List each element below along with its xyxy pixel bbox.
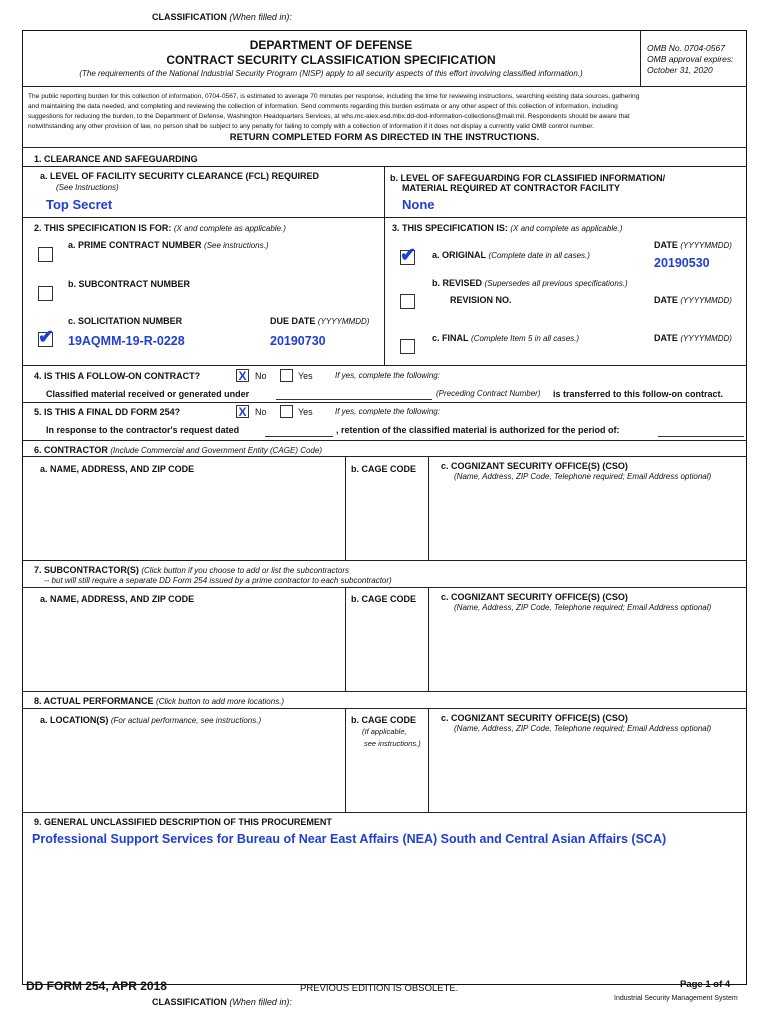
omb-expires-label: OMB approval expires: [647,54,734,64]
follow-on-yes-checkbox[interactable] [280,369,293,382]
s3b-date-label: DATE (YYYYMMDD) [654,295,732,305]
final-dd254-yes-checkbox[interactable] [280,405,293,418]
classification-note: (When filled in): [229,12,292,22]
s8c-note: (Name, Address, ZIP Code, Telephone required; Email Address optional) [454,724,712,733]
final-dd254-no-label: No [255,407,267,417]
transferred-text: is transferred to this follow-on contract. [553,389,724,399]
revised-checkbox[interactable] [400,294,415,309]
burden-statement: The public reporting burden for this collection of information, 0704-0567, is estimated to average 70 minutes per response, including the time for reviewing instructions, searching existing data sources, gathering and maintaining the data needed, and completing and reviewing the collection of information. Send comments regarding this burden estimate or any other aspect of this collection of information, including suggestions for reducing the burden, to the Department of Defense, Washington Headquarters Services, at whs.mc-alex.esd.mbx.dd-dod-information-collections@mail.mil. Respondents should be aware that notwithstanding any other provision of law, no person shall be subject to any penalty for failing to comply with a collection of information if it does not display a currently valid OMB control number. [28,93,640,130]
s8b-label: b. CAGE CODE [351,715,417,725]
original-check-icon: ✔ [400,245,416,266]
s2c-label: c. SOLICITATION NUMBER [68,316,183,326]
subcontract-checkbox[interactable] [38,286,53,301]
revision-no-label: REVISION NO. [450,295,512,305]
form-subtitle: (The requirements of the National Industrial Security Program (NISP) apply to all security aspects of this effort involving classified information.) [79,69,583,78]
due-date-label-row: DUE DATE (YYYYMMDD) [270,316,370,326]
solicitation-check-icon: ✔ [38,327,54,348]
original-date-value[interactable]: 20190530 [654,256,710,270]
retention-text: , retention of the classified material is authorized for the period of: [336,425,620,435]
s3-header: 3. THIS SPECIFICATION IS: (X and complete as applicable.) [392,223,623,233]
s8b-note1: (If applicable, [362,727,407,736]
s5-question: 5. IS THIS A FINAL DD FORM 254? [34,407,181,417]
s6a-label: a. NAME, ADDRESS, AND ZIP CODE [40,464,195,474]
s7c-label: c. COGNIZANT SECURITY OFFICE(S) (CSO) [441,592,628,602]
due-date-value[interactable]: 20190730 [270,334,326,348]
follow-on-no-checkbox[interactable]: X [236,369,249,382]
omb-number: OMB No. 0704-0567 [647,43,725,53]
omb-block [647,43,733,76]
s8-header: 8. ACTUAL PERFORMANCE (Click button to add more locations.) [34,696,285,706]
return-instruction: RETURN COMPLETED FORM AS DIRECTED IN THE INSTRUCTIONS. [229,132,540,143]
form-number: DD FORM 254, APR 2018 [26,979,167,993]
s1b-label: b. LEVEL OF SAFEGUARDING FOR CLASSIFIED INFORMATION/ MATERIAL REQUIRED AT CONTRACTOR FACILITY [390,173,666,193]
dept-title: DEPARTMENT OF DEFENSE [249,38,413,52]
previous-edition-note: PREVIOUS EDITION IS OBSOLETE. [300,983,459,994]
page-number: Page 1 of 4 [680,979,731,990]
follow-on-no-label: No [255,371,267,381]
s7-note2: -- but will still require a separate DD Form 254 issued by a prime contractor to each subcontractor) [44,576,392,585]
follow-on-if-yes: If yes, complete the following: [335,371,440,380]
s3a-label-row: a. ORIGINAL (Complete date in all cases.) [432,250,590,260]
system-name: Industrial Security Management System [614,995,738,1002]
final-dd254-yes-label: Yes [298,407,313,417]
s6c-label: c. COGNIZANT SECURITY OFFICE(S) (CSO) [441,461,628,471]
s7a-label: a. NAME, ADDRESS, AND ZIP CODE [40,594,195,604]
s3a-date-label: DATE (YYYYMMDD) [654,240,732,250]
classification-label: CLASSIFICATION [152,12,227,22]
request-dated-line: In response to the contractor's request dated [46,425,240,435]
omb-expires-date: October 31, 2020 [647,65,713,75]
s2b-label: b. SUBCONTRACT NUMBER [68,279,190,289]
classification-top [152,12,292,22]
classification-bottom: CLASSIFICATION (When filled in): [152,997,292,1007]
s3b-label-row: b. REVISED (Supersedes all previous specifications.) [432,278,628,288]
follow-on-line: Classified material received or generated under [46,389,250,399]
s1a-note: (See Instructions) [56,183,119,192]
procurement-description-value[interactable]: Professional Support Services for Bureau of Near East Affairs (NEA) South and Central Asian Affairs (SCA) [32,832,667,846]
final-dd254-if-yes: If yes, complete the following: [335,407,440,416]
follow-on-yes-label: Yes [298,371,313,381]
s7c-note: (Name, Address, ZIP Code, Telephone required; Email Address optional) [454,603,712,612]
s4-question: 4. IS THIS A FOLLOW-ON CONTRACT? [34,371,201,381]
s6-header: 6. CONTRACTOR (Include Commercial and Government Entity (CAGE) Code) [34,445,322,455]
s6b-label: b. CAGE CODE [351,464,417,474]
final-checkbox[interactable] [400,339,415,354]
final-dd254-no-checkbox[interactable]: X [236,405,249,418]
s8b-note2: see instructions.) [364,739,421,748]
preceding-contract-note: (Preceding Contract Number) [436,389,541,398]
safeguarding-value[interactable]: None [402,197,435,212]
s1-title: 1. CLEARANCE AND SAFEGUARDING [34,154,198,164]
s6c-note: (Name, Address, ZIP Code, Telephone required; Email Address optional) [454,472,712,481]
s2a-label-row: a. PRIME CONTRACT NUMBER (See instructions.) [68,240,269,250]
fcl-level-value[interactable]: Top Secret [46,197,113,212]
solicitation-number-value[interactable]: 19AQMM-19-R-0228 [68,334,185,348]
s8a-label-row: a. LOCATION(S) (For actual performance, see instructions.) [40,715,262,725]
request-date-input[interactable] [265,436,333,437]
s7-header: 7. SUBCONTRACTOR(S) (Click button if you choose to add or list the subcontractors [34,565,350,575]
s7b-label: b. CAGE CODE [351,594,417,604]
s2-header: 2. THIS SPECIFICATION IS FOR: (X and complete as applicable.) [34,223,286,233]
s3c-label-row: c. FINAL (Complete Item 5 in all cases.) [432,333,580,343]
prime-contract-checkbox[interactable] [38,247,53,262]
s3c-date-label: DATE (YYYYMMDD) [654,333,732,343]
s9-title: 9. GENERAL UNCLASSIFIED DESCRIPTION OF THIS PROCUREMENT [34,817,332,827]
retention-period-input[interactable] [658,436,744,437]
s8c-label: c. COGNIZANT SECURITY OFFICE(S) (CSO) [441,713,628,723]
preceding-contract-input[interactable] [276,399,432,400]
form-title: CONTRACT SECURITY CLASSIFICATION SPECIFICATION [166,53,496,67]
s1a-label: a. LEVEL OF FACILITY SECURITY CLEARANCE (FCL) REQUIRED [40,171,320,181]
